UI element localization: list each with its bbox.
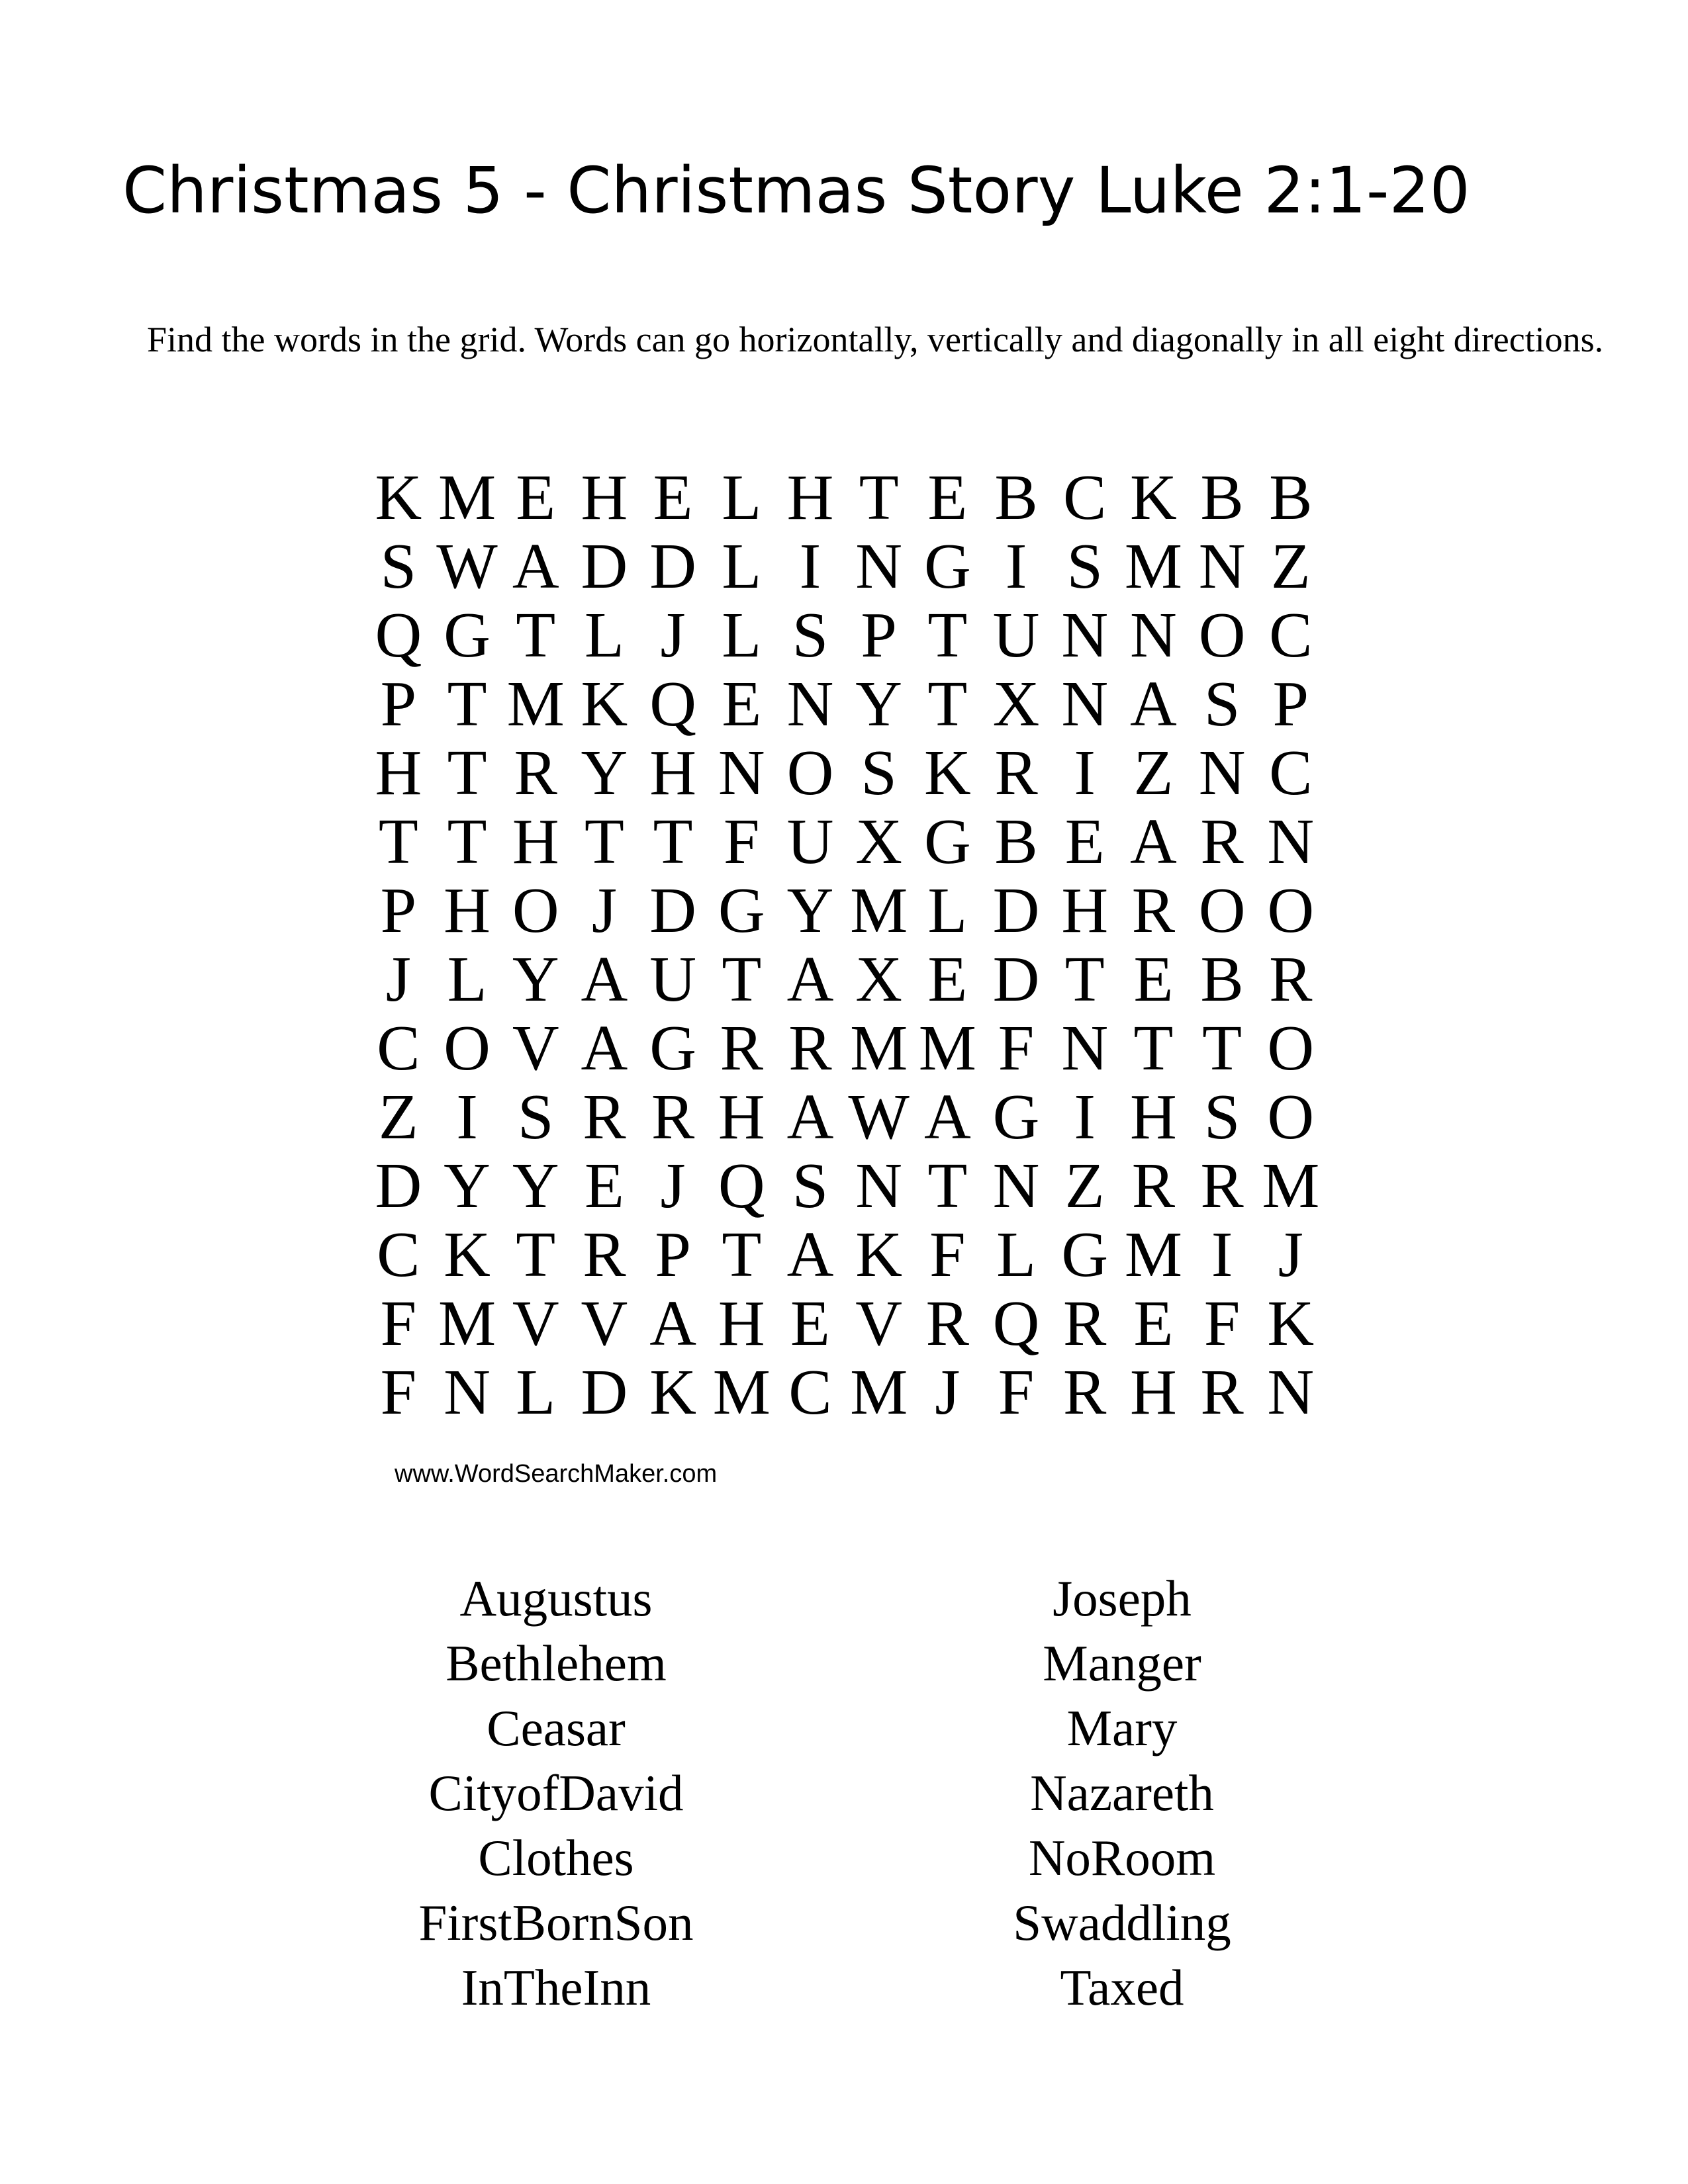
- grid-letter: C: [1063, 462, 1107, 533]
- grid-letter: Z: [1270, 531, 1311, 602]
- grid-letter: L: [996, 1219, 1036, 1291]
- grid-letter: T: [516, 1219, 556, 1291]
- grid-letter: R: [1200, 1150, 1244, 1222]
- grid-letter: M: [1124, 1219, 1182, 1291]
- grid-letter: N: [1130, 600, 1177, 671]
- grid-letter: X: [855, 806, 903, 878]
- grid-letter: N: [1061, 1013, 1109, 1084]
- grid-letter: A: [923, 1081, 971, 1153]
- grid-letter: S: [792, 1150, 829, 1222]
- word-search-grid: [364, 463, 1325, 1427]
- grid-letter: T: [1064, 944, 1105, 1015]
- grid-letter: Z: [1064, 1150, 1105, 1222]
- grid-letter: D: [992, 944, 1040, 1015]
- grid-letter: K: [375, 462, 422, 533]
- grid-letter: H: [718, 1081, 765, 1153]
- grid-letter: Y: [581, 737, 628, 809]
- grid-letter: M: [850, 875, 908, 946]
- word-list-item: Clothes: [478, 1829, 634, 1886]
- grid-letter: T: [447, 737, 487, 809]
- grid-letter: O: [786, 737, 834, 809]
- grid-letter: L: [927, 875, 968, 946]
- grid-row: [364, 1014, 1325, 1083]
- grid-letter: B: [1200, 944, 1244, 1015]
- grid-letter: Y: [444, 1150, 491, 1222]
- grid-letter: W: [436, 531, 498, 602]
- grid-letter: P: [380, 875, 417, 946]
- grid-letter: Y: [786, 875, 834, 946]
- grid-letter: I: [1211, 1219, 1233, 1291]
- grid-letter: T: [722, 944, 762, 1015]
- grid-row: [364, 807, 1325, 876]
- grid-letter: T: [859, 462, 899, 533]
- word-list-item: Manger: [1043, 1635, 1201, 1692]
- grid-letter: F: [380, 1357, 417, 1428]
- grid-letter: L: [722, 600, 762, 671]
- grid-letter: T: [1202, 1013, 1243, 1084]
- grid-letter: H: [512, 806, 559, 878]
- grid-letter: R: [583, 1081, 626, 1153]
- grid-letter: K: [581, 668, 628, 740]
- grid-letter: T: [447, 668, 487, 740]
- grid-letter: G: [992, 1081, 1040, 1153]
- grid-letter: B: [1269, 462, 1313, 533]
- grid-letter: T: [722, 1219, 762, 1291]
- grid-letter: M: [1262, 1150, 1320, 1222]
- word-list-item: NoRoom: [1028, 1829, 1216, 1886]
- grid-letter: J: [660, 1150, 686, 1222]
- grid-letter: S: [517, 1081, 554, 1153]
- grid-letter: F: [380, 1288, 417, 1359]
- grid-letter: N: [1061, 668, 1109, 740]
- grid-letter: E: [584, 1150, 624, 1222]
- grid-letter: J: [935, 1357, 961, 1428]
- grid-letter: A: [786, 944, 834, 1015]
- grid-letter: H: [718, 1288, 765, 1359]
- grid-letter: A: [581, 944, 628, 1015]
- grid-letter: M: [438, 462, 496, 533]
- grid-letter: R: [1200, 1357, 1244, 1428]
- grid-letter: V: [512, 1288, 559, 1359]
- grid-letter: I: [799, 531, 821, 602]
- word-list-item: Bethlehem: [445, 1635, 667, 1692]
- grid-letter: N: [1061, 600, 1109, 671]
- word-list-item: FirstBornSon: [418, 1894, 694, 1951]
- grid-row: [364, 1289, 1325, 1358]
- grid-letter: E: [722, 668, 762, 740]
- grid-letter: G: [1061, 1219, 1109, 1291]
- grid-letter: N: [855, 1150, 903, 1222]
- grid-letter: P: [380, 668, 417, 740]
- grid-letter: F: [929, 1219, 966, 1291]
- grid-letter: A: [1130, 668, 1177, 740]
- grid-letter: D: [581, 531, 628, 602]
- grid-letter: F: [998, 1013, 1035, 1084]
- grid-letter: R: [1131, 875, 1176, 946]
- grid-letter: R: [651, 1081, 695, 1153]
- grid-letter: M: [712, 1357, 771, 1428]
- grid-letter: G: [718, 875, 765, 946]
- grid-letter: N: [1267, 806, 1315, 878]
- word-list-left-column: [305, 1566, 808, 2020]
- grid-letter: O: [444, 1013, 491, 1084]
- grid-letter: J: [385, 944, 411, 1015]
- grid-letter: S: [792, 600, 829, 671]
- grid-row: [364, 670, 1325, 739]
- grid-letter: D: [375, 1150, 422, 1222]
- grid-letter: J: [591, 875, 617, 946]
- grid-letter: T: [516, 600, 556, 671]
- grid-letter: R: [925, 1288, 970, 1359]
- grid-letter: B: [994, 462, 1038, 533]
- grid-letter: L: [584, 600, 624, 671]
- grid-row: [364, 1220, 1325, 1289]
- grid-letter: U: [786, 806, 834, 878]
- grid-letter: T: [378, 806, 418, 878]
- word-list-item: Ceasar: [487, 1700, 626, 1756]
- grid-letter: O: [1267, 1081, 1315, 1153]
- grid-row: [364, 945, 1325, 1014]
- grid-letter: Q: [718, 1150, 765, 1222]
- watermark-url: www.WordSearchMaker.com: [395, 1460, 718, 1488]
- grid-letter: K: [855, 1219, 903, 1291]
- grid-letter: L: [447, 944, 487, 1015]
- grid-row: [364, 1358, 1325, 1427]
- grid-letter: D: [992, 875, 1040, 946]
- grid-letter: Z: [1133, 737, 1174, 809]
- grid-row: [364, 532, 1325, 601]
- grid-letter: E: [516, 462, 556, 533]
- grid-letter: H: [786, 462, 834, 533]
- grid-letter: A: [581, 1013, 628, 1084]
- grid-letter: H: [1130, 1357, 1177, 1428]
- grid-letter: G: [444, 600, 491, 671]
- grid-letter: D: [581, 1357, 628, 1428]
- grid-letter: T: [447, 806, 487, 878]
- grid-letter: G: [923, 806, 971, 878]
- grid-letter: R: [514, 737, 557, 809]
- grid-letter: T: [584, 806, 624, 878]
- grid-letter: S: [861, 737, 897, 809]
- grid-letter: Q: [649, 668, 696, 740]
- grid-letter: T: [1133, 1013, 1174, 1084]
- grid-letter: N: [786, 668, 834, 740]
- grid-row: [364, 601, 1325, 670]
- grid-letter: K: [923, 737, 971, 809]
- word-list-item: Taxed: [1060, 1959, 1184, 2016]
- grid-letter: T: [927, 600, 968, 671]
- grid-letter: B: [994, 806, 1038, 878]
- grid-letter: O: [1267, 1013, 1315, 1084]
- grid-letter: M: [850, 1357, 908, 1428]
- grid-letter: R: [788, 1013, 832, 1084]
- grid-letter: M: [506, 668, 565, 740]
- grid-letter: L: [722, 462, 762, 533]
- grid-letter: A: [649, 1288, 696, 1359]
- page-title: Christmas 5 - Christmas Story Luke 2:1-20: [122, 154, 1470, 228]
- grid-letter: L: [516, 1357, 556, 1428]
- grid-letter: A: [1130, 806, 1177, 878]
- grid-letter: R: [1063, 1288, 1107, 1359]
- grid-letter: U: [992, 600, 1040, 671]
- grid-letter: S: [1203, 668, 1241, 740]
- instructions-text: Find the words in the grid. Words can go horizontally, vertically and diagonally in all eight directions.: [147, 320, 1604, 359]
- grid-letter: A: [786, 1219, 834, 1291]
- grid-letter: P: [861, 600, 897, 671]
- grid-letter: Y: [512, 1150, 559, 1222]
- grid-letter: S: [1203, 1081, 1241, 1153]
- grid-letter: E: [790, 1288, 830, 1359]
- grid-letter: D: [649, 531, 696, 602]
- grid-letter: E: [927, 462, 968, 533]
- grid-letter: M: [1124, 531, 1182, 602]
- grid-letter: R: [1200, 806, 1244, 878]
- grid-letter: V: [512, 1013, 559, 1084]
- grid-letter: N: [1267, 1357, 1315, 1428]
- grid-letter: Q: [992, 1288, 1040, 1359]
- grid-row: [364, 1152, 1325, 1220]
- grid-letter: Y: [512, 944, 559, 1015]
- grid-letter: Y: [855, 668, 903, 740]
- grid-letter: A: [512, 531, 559, 602]
- word-list-item: Augustus: [459, 1570, 653, 1627]
- grid-letter: C: [377, 1219, 420, 1291]
- grid-letter: I: [456, 1081, 478, 1153]
- grid-letter: N: [1198, 531, 1246, 602]
- word-list-item: Joseph: [1053, 1570, 1192, 1627]
- grid-letter: N: [444, 1357, 491, 1428]
- grid-letter: L: [722, 531, 762, 602]
- grid-row: [364, 739, 1325, 807]
- grid-letter: R: [1131, 1150, 1176, 1222]
- grid-letter: N: [855, 531, 903, 602]
- grid-letter: K: [444, 1219, 491, 1291]
- grid-letter: T: [927, 1150, 968, 1222]
- grid-letter: I: [1005, 531, 1027, 602]
- grid-letter: W: [848, 1081, 910, 1153]
- grid-letter: K: [649, 1357, 696, 1428]
- grid-letter: F: [1203, 1288, 1241, 1359]
- word-list-item: Swaddling: [1013, 1894, 1231, 1951]
- grid-letter: A: [786, 1081, 834, 1153]
- word-list-item: CityofDavid: [428, 1764, 684, 1821]
- grid-letter: E: [927, 944, 968, 1015]
- grid-letter: S: [380, 531, 417, 602]
- grid-letter: G: [649, 1013, 696, 1084]
- grid-letter: R: [1269, 944, 1313, 1015]
- grid-letter: F: [724, 806, 760, 878]
- grid-letter: V: [581, 1288, 628, 1359]
- grid-letter: T: [927, 668, 968, 740]
- grid-letter: R: [994, 737, 1038, 809]
- grid-letter: F: [998, 1357, 1035, 1428]
- grid-letter: O: [1198, 875, 1246, 946]
- grid-letter: V: [855, 1288, 903, 1359]
- grid-letter: M: [918, 1013, 976, 1084]
- grid-letter: X: [855, 944, 903, 1015]
- grid-letter: T: [653, 806, 693, 878]
- grid-letter: E: [1133, 1288, 1174, 1359]
- grid-letter: N: [992, 1150, 1040, 1222]
- grid-letter: R: [720, 1013, 763, 1084]
- grid-letter: P: [1272, 668, 1309, 740]
- grid-letter: C: [788, 1357, 832, 1428]
- grid-letter: G: [923, 531, 971, 602]
- grid-letter: H: [1130, 1081, 1177, 1153]
- grid-letter: H: [1061, 875, 1109, 946]
- grid-letter: R: [1063, 1357, 1107, 1428]
- grid-letter: K: [1267, 1288, 1315, 1359]
- grid-letter: C: [377, 1013, 420, 1084]
- grid-letter: H: [375, 737, 422, 809]
- grid-letter: I: [1074, 737, 1096, 809]
- grid-letter: C: [1269, 600, 1313, 671]
- grid-letter: K: [1130, 462, 1177, 533]
- grid-letter: U: [649, 944, 696, 1015]
- grid-letter: J: [1278, 1219, 1303, 1291]
- grid-letter: R: [583, 1219, 626, 1291]
- word-list-item: Mary: [1066, 1700, 1178, 1756]
- word-list-item: Nazareth: [1030, 1764, 1214, 1821]
- grid-letter: Z: [378, 1081, 418, 1153]
- grid-letter: I: [1074, 1081, 1096, 1153]
- grid-letter: N: [1198, 737, 1246, 809]
- grid-row: [364, 463, 1325, 532]
- grid-row: [364, 1083, 1325, 1152]
- grid-letter: H: [649, 737, 696, 809]
- grid-letter: D: [649, 875, 696, 946]
- grid-letter: O: [1198, 600, 1246, 671]
- grid-letter: S: [1066, 531, 1103, 602]
- grid-letter: B: [1200, 462, 1244, 533]
- word-list-right-column: [870, 1566, 1374, 2020]
- grid-letter: O: [1267, 875, 1315, 946]
- grid-letter: Q: [375, 600, 422, 671]
- grid-letter: M: [850, 1013, 908, 1084]
- grid-letter: E: [1133, 944, 1174, 1015]
- grid-letter: O: [512, 875, 559, 946]
- grid-letter: P: [655, 1219, 691, 1291]
- grid-letter: N: [718, 737, 765, 809]
- grid-row: [364, 876, 1325, 945]
- grid-letter: E: [653, 462, 693, 533]
- grid-letter: H: [581, 462, 628, 533]
- grid-letter: C: [1269, 737, 1313, 809]
- grid-letter: M: [438, 1288, 496, 1359]
- word-list-item: InTheInn: [461, 1959, 651, 2016]
- grid-letter: X: [992, 668, 1040, 740]
- grid-letter: E: [1064, 806, 1105, 878]
- grid-letter: H: [444, 875, 491, 946]
- grid-letter: J: [660, 600, 686, 671]
